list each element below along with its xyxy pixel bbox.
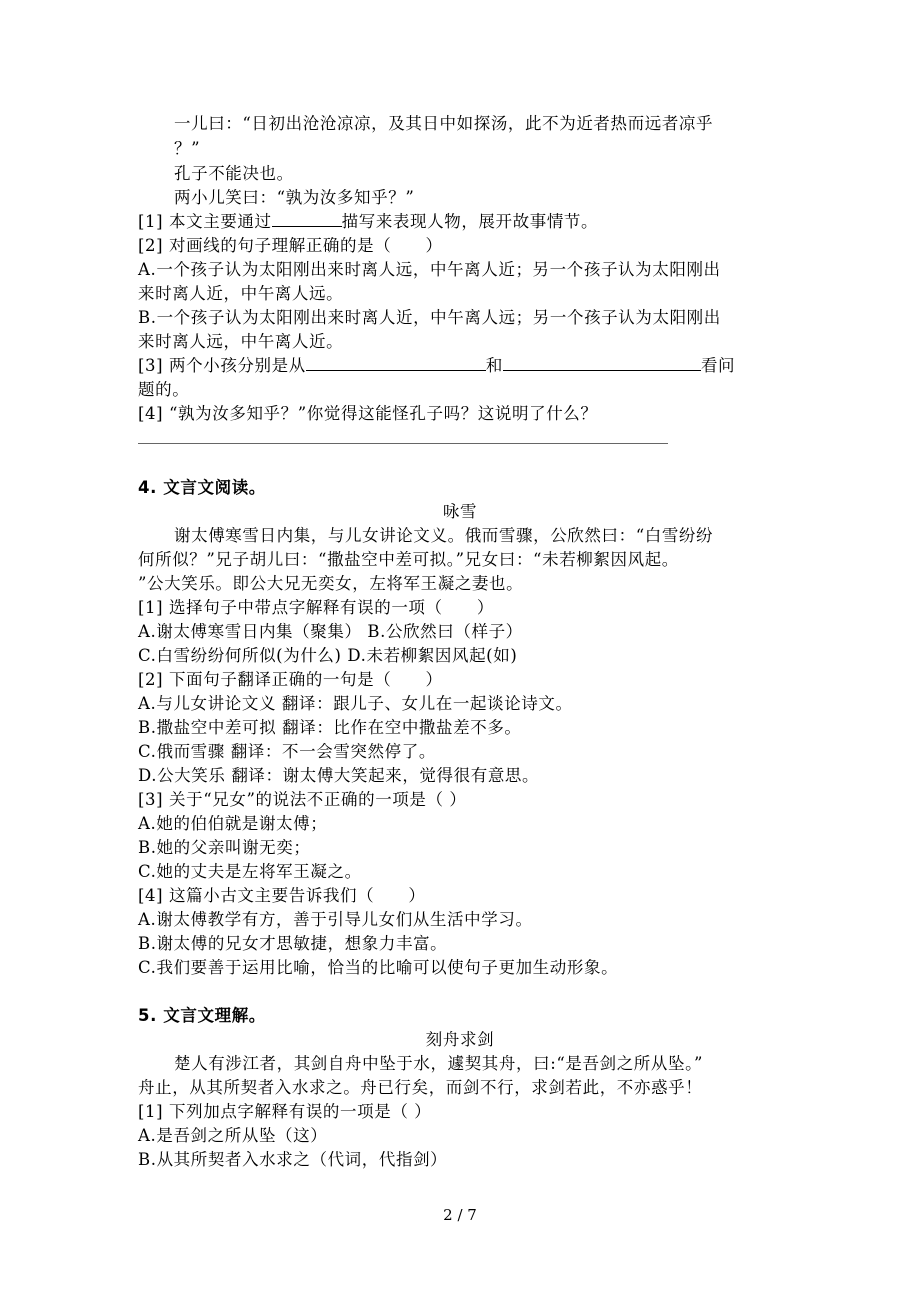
section-heading: 5. 文言文理解。 xyxy=(138,1006,266,1025)
passage-line: 孔子不能决也。 xyxy=(174,164,294,183)
option-line: B.从其所契者入水求之（代词，代指剑） xyxy=(138,1150,448,1169)
passage-line: 舟止，从其所契者入水求之。舟已行矣，而剑不行，求剑若此，不亦惑乎！ xyxy=(138,1078,703,1097)
option-line: A.一个孩子认为太阳刚出来时离人远，中午离人近；另一个孩子认为太阳刚出 xyxy=(138,260,721,279)
option-line: C.白雪纷纷何所似(为什么) D.未若柳絮因风起(如) xyxy=(138,646,518,665)
option-line: A.谢太傅寒雪日内集（聚集） B.公欣然曰（样子） xyxy=(138,622,523,641)
option-line: B.谢太傅的兄女才思敏捷，想象力丰富。 xyxy=(138,934,448,953)
question-item: [4] 这篇小古文主要告诉我们（ ） xyxy=(138,886,426,905)
question-text: 描写来表现人物，展开故事情节。 xyxy=(341,212,599,231)
question-item: [1] 选择句子中带点字解释有误的一项（ ） xyxy=(138,598,494,617)
passage-title: 刻舟求剑 xyxy=(425,1030,495,1049)
question-item: [3] 关于“兄女”的说法不正确的一项是（ ） xyxy=(138,790,467,809)
passage-line: 何所似？”兄子胡儿曰：“撒盐空中差可拟。”兄女曰：“未若柳絮因风起。 xyxy=(138,550,679,569)
question-item: [4] “孰为汝多知乎？”你觉得这能怪孔子吗？这说明了什么？ xyxy=(138,404,598,423)
answer-blank[interactable] xyxy=(306,354,486,371)
question-item: [2] 下面句子翻译正确的一句是（ ） xyxy=(138,670,443,689)
option-line: A.谢太傅教学有方，善于引导儿女们从生活中学习。 xyxy=(138,910,533,929)
question-item: 题的。 xyxy=(138,380,190,399)
question-item: [2] 对画线的句子理解正确的是（ ） xyxy=(138,236,443,255)
option-line: C.我们要善于运用比喻，恰当的比喻可以使句子更加生动形象。 xyxy=(138,958,619,977)
passage-line: 谢太傅寒雪日内集，与儿女讲论文义。俄而雪骤，公欣然曰：“白雪纷纷 xyxy=(174,526,714,545)
question-text: 看问 xyxy=(700,356,736,375)
option-line: 来时离人近，中午离人远。 xyxy=(138,284,344,303)
page-number: 2 / 7 xyxy=(443,1206,477,1224)
question-item xyxy=(138,210,598,234)
section-heading: 4. 文言文阅读。 xyxy=(138,478,266,497)
passage-title: 咏雪 xyxy=(442,502,478,521)
option-line: B.一个孩子认为太阳刚出来时离人近，中午离人远；另一个孩子认为太阳刚出 xyxy=(138,308,721,327)
answer-line[interactable] xyxy=(138,443,668,444)
option-line: 来时离人远，中午离人近。 xyxy=(138,332,344,351)
passage-line: 楚人有涉江者，其剑自舟中坠于水，遽契其舟，曰:“是吾剑之所从坠。” xyxy=(174,1054,703,1073)
question-item: [1] 下列加点字解释有误的一项是（ ） xyxy=(138,1102,432,1121)
option-line: A.她的伯伯就是谢太傅； xyxy=(138,814,328,833)
answer-blank[interactable] xyxy=(503,354,701,371)
question-text: [3] 两个小孩分别是从 xyxy=(138,356,306,375)
option-line: D.公大笑乐 翻译：谢太傅大笑起来，觉得很有意思。 xyxy=(138,766,540,785)
option-line: B.她的父亲叫谢无奕； xyxy=(138,838,311,857)
passage-line: 一儿曰：“日初出沧沧凉凉，及其日中如探汤，此不为近者热而远者凉乎 xyxy=(174,114,714,133)
passage-line: ？” xyxy=(174,139,201,158)
question-text: [1] 本文主要通过 xyxy=(138,212,272,231)
option-line: A.与儿女讲论文义 翻译：跟儿子、女儿在一起谈论诗文。 xyxy=(138,694,573,713)
passage-line: 两小儿笑曰：“孰为汝多知乎？” xyxy=(174,188,415,207)
option-line: C.俄而雪骤 翻译：不一会雪突然停了。 xyxy=(138,742,436,761)
question-item xyxy=(138,354,735,378)
passage-line: ”公大笑乐。即公大兄无奕女，左将军王凝之妻也。 xyxy=(138,574,524,593)
option-line: C.她的丈夫是左将军王凝之。 xyxy=(138,862,362,881)
question-text: 和 xyxy=(485,356,503,375)
option-line: A.是吾剑之所从坠（这） xyxy=(138,1126,328,1145)
option-line: B.撒盐空中差可拟 翻译：比作在空中撒盐差不多。 xyxy=(138,718,522,737)
answer-blank[interactable] xyxy=(272,210,342,227)
